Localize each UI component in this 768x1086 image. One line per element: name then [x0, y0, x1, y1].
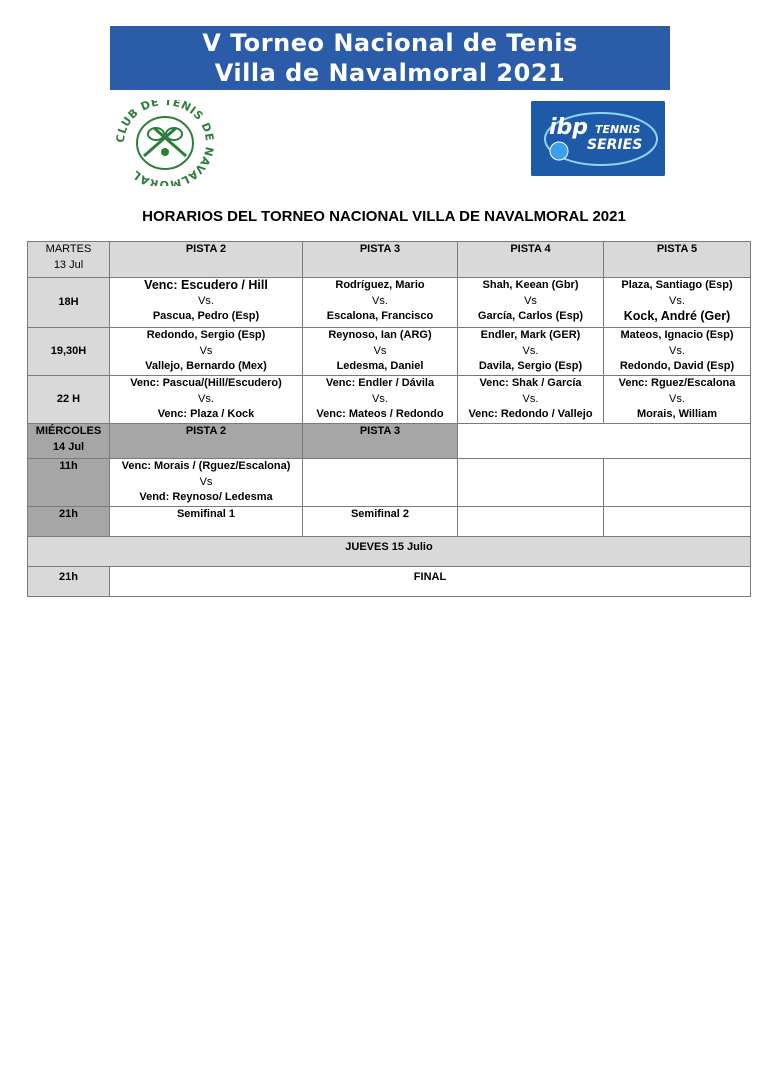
match-cell — [604, 278, 751, 328]
semifinal-2: Semifinal 2 — [303, 507, 458, 537]
club-logo — [106, 100, 224, 186]
empty-cell — [604, 459, 751, 507]
day1-court-3: PISTA 3 — [303, 242, 458, 278]
player-b: Davila, Sergio (Esp) — [478, 360, 583, 372]
table-row — [28, 278, 751, 328]
player-a: Venc: Shak / García — [479, 377, 582, 389]
vs-label: Vs. — [198, 392, 214, 405]
day1-court-2: PISTA 2 — [110, 242, 303, 278]
day1-header-row — [28, 242, 751, 278]
player-b: Pascua, Pedro (Esp) — [152, 310, 260, 322]
time-cell: 18H — [28, 278, 110, 328]
day1-date: 13 Jul — [53, 258, 84, 271]
schedule-table — [27, 241, 751, 597]
player-b: García, Carlos (Esp) — [477, 310, 584, 322]
player-a: Venc: Pascua/(Hill/Escudero) — [130, 377, 282, 389]
player-a: Venc: Endler / Dávila — [325, 377, 435, 389]
table-row — [28, 328, 751, 376]
player-a: Venc: Rguez/Escalona — [618, 377, 736, 389]
match-cell — [458, 376, 604, 424]
player-b: Redondo, David (Esp) — [619, 360, 735, 372]
vs-label: Vs. — [372, 294, 388, 307]
player-a: Venc: Escudero / Hill — [144, 278, 268, 292]
player-b: Morais, William — [637, 408, 717, 420]
empty-cell — [458, 507, 604, 537]
match-cell — [458, 278, 604, 328]
semifinal-1: Semifinal 1 — [110, 507, 303, 537]
match-cell — [110, 328, 303, 376]
player-b: Venc: Mateos / Redondo — [316, 408, 444, 420]
match-cell — [604, 376, 751, 424]
player-b: Ledesma, Daniel — [336, 360, 424, 372]
vs-label: Vs. — [522, 344, 539, 357]
player-b: Venc: Redondo / Vallejo — [468, 408, 593, 420]
player-a: Venc: Morais / (Rguez/Escalona) — [121, 460, 291, 472]
day2-court-3: PISTA 3 — [303, 424, 458, 459]
time-cell: 21h — [28, 567, 110, 597]
player-a: Plaza, Santiago (Esp) — [621, 279, 733, 291]
vs-label: Vs — [199, 344, 213, 357]
ibp-logo-sub2: SERIES — [587, 137, 643, 153]
day2-day: MIÉRCOLES — [35, 425, 102, 437]
banner-line-2: Villa de Navalmoral 2021 — [214, 59, 566, 87]
match-cell — [458, 328, 604, 376]
match-cell — [303, 278, 458, 328]
day2-court-2: PISTA 2 — [110, 424, 303, 459]
player-a: Reynoso, Ian (ARG) — [328, 329, 432, 341]
match-cell — [110, 459, 303, 507]
vs-label: Vs — [373, 344, 387, 357]
table-row — [28, 459, 751, 507]
player-a: Redondo, Sergio (Esp) — [146, 329, 266, 341]
match-cell — [110, 376, 303, 424]
match-cell — [303, 376, 458, 424]
day1-court-4: PISTA 4 — [458, 242, 604, 278]
player-a: Shah, Keean (Gbr) — [482, 279, 579, 291]
player-b: Kock, André (Ger) — [623, 309, 731, 323]
player-a: Mateos, Ignacio (Esp) — [620, 329, 734, 341]
player-b: Escalona, Francisco — [326, 310, 434, 322]
ibp-logo-main: ibp — [549, 115, 589, 140]
match-cell — [303, 328, 458, 376]
time-cell: 21h — [28, 507, 110, 537]
vs-label: Vs. — [522, 392, 539, 405]
table-row — [28, 376, 751, 424]
player-b: Vend: Reynoso/ Ledesma — [139, 491, 273, 503]
vs-label: Vs — [199, 475, 213, 488]
day1-day: MARTES — [45, 243, 92, 255]
player-a: Endler, Mark (GER) — [480, 329, 581, 341]
schedule-heading: HORARIOS DEL TORNEO NACIONAL VILLA DE NAVALMORAL 2021 — [142, 208, 626, 225]
final-cell: FINAL — [110, 567, 751, 597]
club-logo-text: CLUB DE TENIS DE NAVALMORAL — [113, 100, 217, 186]
day2-header-row — [28, 424, 751, 459]
player-b: Venc: Plaza / Kock — [157, 408, 255, 420]
tournament-banner — [110, 26, 670, 90]
day1-label — [28, 242, 110, 278]
match-cell — [110, 278, 303, 328]
empty-cell — [458, 459, 604, 507]
empty-cell — [458, 424, 751, 459]
vs-label: Vs. — [372, 392, 388, 405]
day1-court-5: PISTA 5 — [604, 242, 751, 278]
player-a: Rodríguez, Mario — [335, 279, 425, 291]
banner-line-1: V Torneo Nacional de Tenis — [202, 29, 578, 57]
time-cell: 19,30H — [28, 328, 110, 376]
time-cell: 11h — [28, 459, 110, 507]
match-cell — [604, 328, 751, 376]
day3-header: JUEVES 15 Julio — [28, 537, 751, 567]
day3-header-row — [28, 537, 751, 567]
vs-label: Vs — [524, 294, 537, 307]
empty-cell — [604, 507, 751, 537]
ibp-tennis-series-logo — [531, 101, 665, 176]
table-row — [28, 567, 751, 597]
day2-label — [28, 424, 110, 459]
time-cell: 22 H — [28, 376, 110, 424]
ibp-logo-sub1: TENNIS — [595, 123, 641, 136]
vs-label: Vs. — [669, 392, 685, 405]
day2-date: 14 Jul — [52, 440, 85, 453]
player-b: Vallejo, Bernardo (Mex) — [145, 360, 267, 372]
vs-label: Vs. — [669, 344, 685, 357]
table-row — [28, 507, 751, 537]
vs-label: Vs. — [669, 294, 685, 307]
vs-label: Vs. — [198, 294, 214, 307]
empty-cell — [303, 459, 458, 507]
